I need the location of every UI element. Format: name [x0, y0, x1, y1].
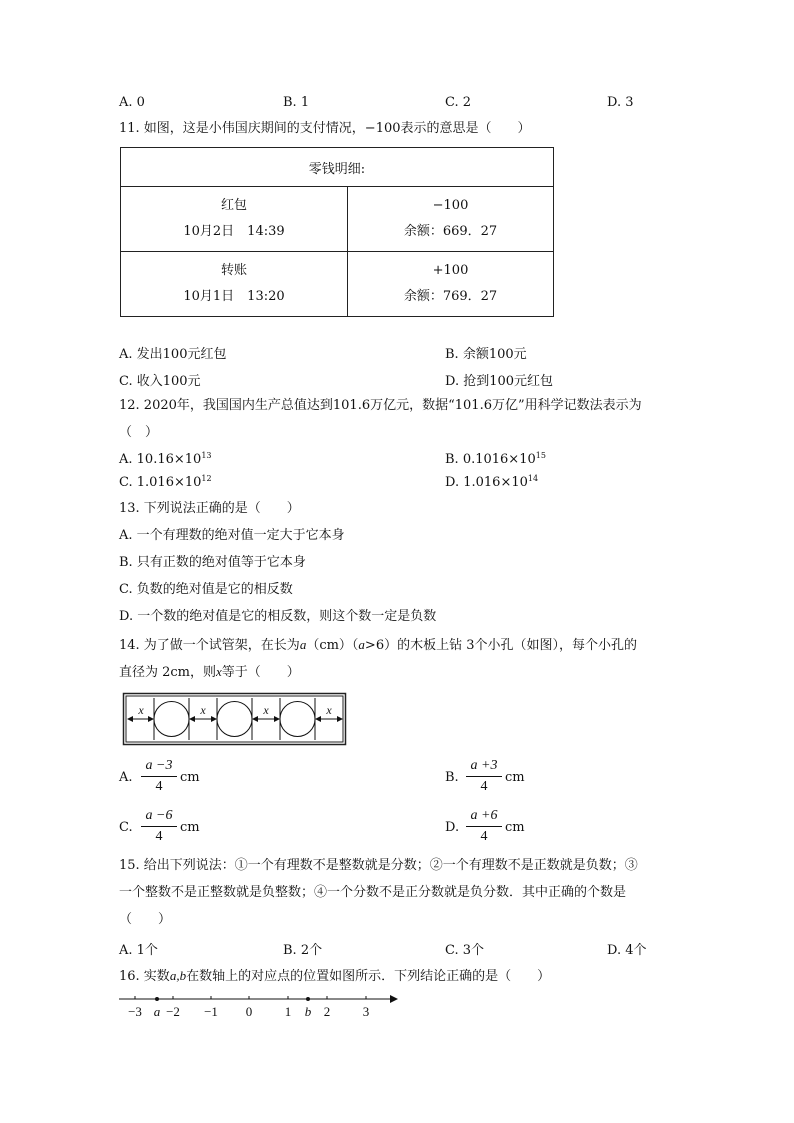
q15-option-c: C. 3个	[445, 943, 485, 958]
q14-option-a-letter: A.	[119, 770, 133, 785]
q14-option-d-letter: D.	[445, 820, 460, 835]
q14-option-c-fraction: a −6 4	[141, 808, 177, 845]
hole-1	[154, 702, 189, 737]
q14-option-d-unit: cm	[505, 820, 525, 835]
q14-option-c-unit: cm	[180, 820, 200, 835]
table-row-2-left	[121, 252, 348, 317]
row-2-amount: +100	[432, 263, 469, 278]
hole-2	[217, 702, 252, 737]
tick-label-neg1: −1	[204, 1004, 218, 1019]
q11-option-c: C. 收入100元	[119, 374, 201, 389]
tick-label-neg2: −2	[166, 1004, 180, 1019]
q15-stem-line1: 15. 给出下列说法：①一个有理数不是整数就是分数；②一个有理数不是正数就是负数；③	[119, 858, 638, 873]
q14-stem-line2: 直径为 2cm，则x等于（ ）	[119, 664, 300, 680]
prev-option-c: C. 2	[445, 95, 472, 110]
prev-option-a: A. 0	[119, 95, 145, 110]
q11-stem: 11. 如图，这是小伟国庆期间的支付情况，−100表示的意思是（ ）	[119, 121, 531, 136]
tick-label-3: 3	[362, 1004, 370, 1019]
q16-stem: 16. 实数a,b在数轴上的对应点的位置如图所示．下列结论正确的是（ ）	[119, 968, 551, 984]
point-b-dot	[306, 997, 310, 1001]
q14-option-b-fraction: a +3 4	[466, 758, 502, 795]
label-x-1: x	[138, 703, 144, 717]
point-a-label: a	[153, 1004, 161, 1019]
q14-option-a-unit: cm	[180, 770, 200, 785]
row-2-type: 转账	[220, 263, 247, 278]
row-2-time: 10月1日 13:20	[183, 289, 285, 304]
table-row-1-right	[348, 187, 554, 252]
label-x-3: x	[263, 703, 269, 717]
q14-stem-line1: 14. 为了做一个试管架，在长为a（cm）（a>6）的木板上钻 3个小孔（如图），每个小孔的	[119, 637, 637, 653]
q11-option-a: A. 发出100元红包	[119, 347, 227, 362]
q15-option-b: B. 2个	[283, 943, 323, 958]
row-1-time: 10月2日 14:39	[183, 224, 285, 239]
label-x-4: x	[326, 703, 332, 717]
table-header: 零钱明细:	[121, 148, 554, 187]
q14-board-figure	[122, 692, 348, 746]
q16-number-line	[115, 990, 405, 1022]
q13-option-a: A. 一个有理数的绝对值一定大于它本身	[119, 528, 345, 543]
q13-stem: 13. 下列说法正确的是（ ）	[119, 501, 300, 516]
q11-option-d: D. 抢到100元红包	[445, 374, 554, 389]
q15-paren: （ ）	[119, 912, 172, 927]
q14-option-a-fraction: a −3 4	[141, 758, 177, 795]
q15-stem-line2: 一个整数不是正整数就是负整数；④一个分数不是正分数就是负分数．其中正确的个数是	[119, 885, 627, 900]
row-1-type: 红包	[220, 198, 247, 213]
prev-option-b: B. 1	[283, 95, 310, 110]
q12-option-d: D. $1.016\times 10^{14}$	[445, 474, 539, 490]
tick-label-neg3: −3	[128, 1004, 142, 1019]
q14-option-c-letter: C.	[119, 820, 133, 835]
row-2-balance: 余额：769．27	[403, 289, 498, 304]
q12-option-b: B. $0.1016\times 10^{15}$	[445, 451, 546, 467]
q14-option-d-fraction: a +6 4	[466, 808, 502, 845]
q13-option-d: D. 一个数的绝对值是它的相反数，则这个数一定是负数	[119, 609, 437, 624]
point-b-label: b	[304, 1004, 312, 1019]
point-a-dot	[155, 997, 159, 1001]
q11-option-b: B. 余额100元	[445, 347, 527, 362]
tick-label-2: 2	[323, 1004, 331, 1019]
q14-option-b-letter: B.	[445, 770, 459, 785]
hole-3	[280, 702, 315, 737]
tick-label-0: 0	[245, 1004, 253, 1019]
q12-stem: 12. 2020年，我国国内生产总值达到101.6万亿元，数据“101.6万亿”用科学记数法表示为	[119, 398, 642, 413]
q14-option-b-unit: cm	[505, 770, 525, 785]
q13-option-c: C. 负数的绝对值是它的相反数	[119, 582, 293, 597]
q15-option-d: D. 4个	[607, 943, 647, 958]
table-row-2-right	[348, 252, 554, 317]
board-inner	[126, 696, 343, 742]
q13-option-b: B. 只有正数的绝对值等于它本身	[119, 555, 306, 570]
q12-paren: （ ）	[119, 425, 159, 440]
row-1-amount: −100	[432, 198, 469, 213]
q11-payment-table	[120, 147, 554, 317]
row-1-balance: 余额：669．27	[403, 224, 498, 239]
q12-option-c: C. $1.016\times 10^{12}$	[119, 474, 212, 490]
q15-option-a: A. 1个	[119, 943, 158, 958]
label-x-2: x	[200, 703, 206, 717]
prev-option-d: D. 3	[607, 95, 634, 110]
tick-label-1: 1	[284, 1004, 292, 1019]
q12-option-a: A. $10.16\times 10^{13}$	[119, 451, 212, 467]
table-row-1-left	[121, 187, 348, 252]
